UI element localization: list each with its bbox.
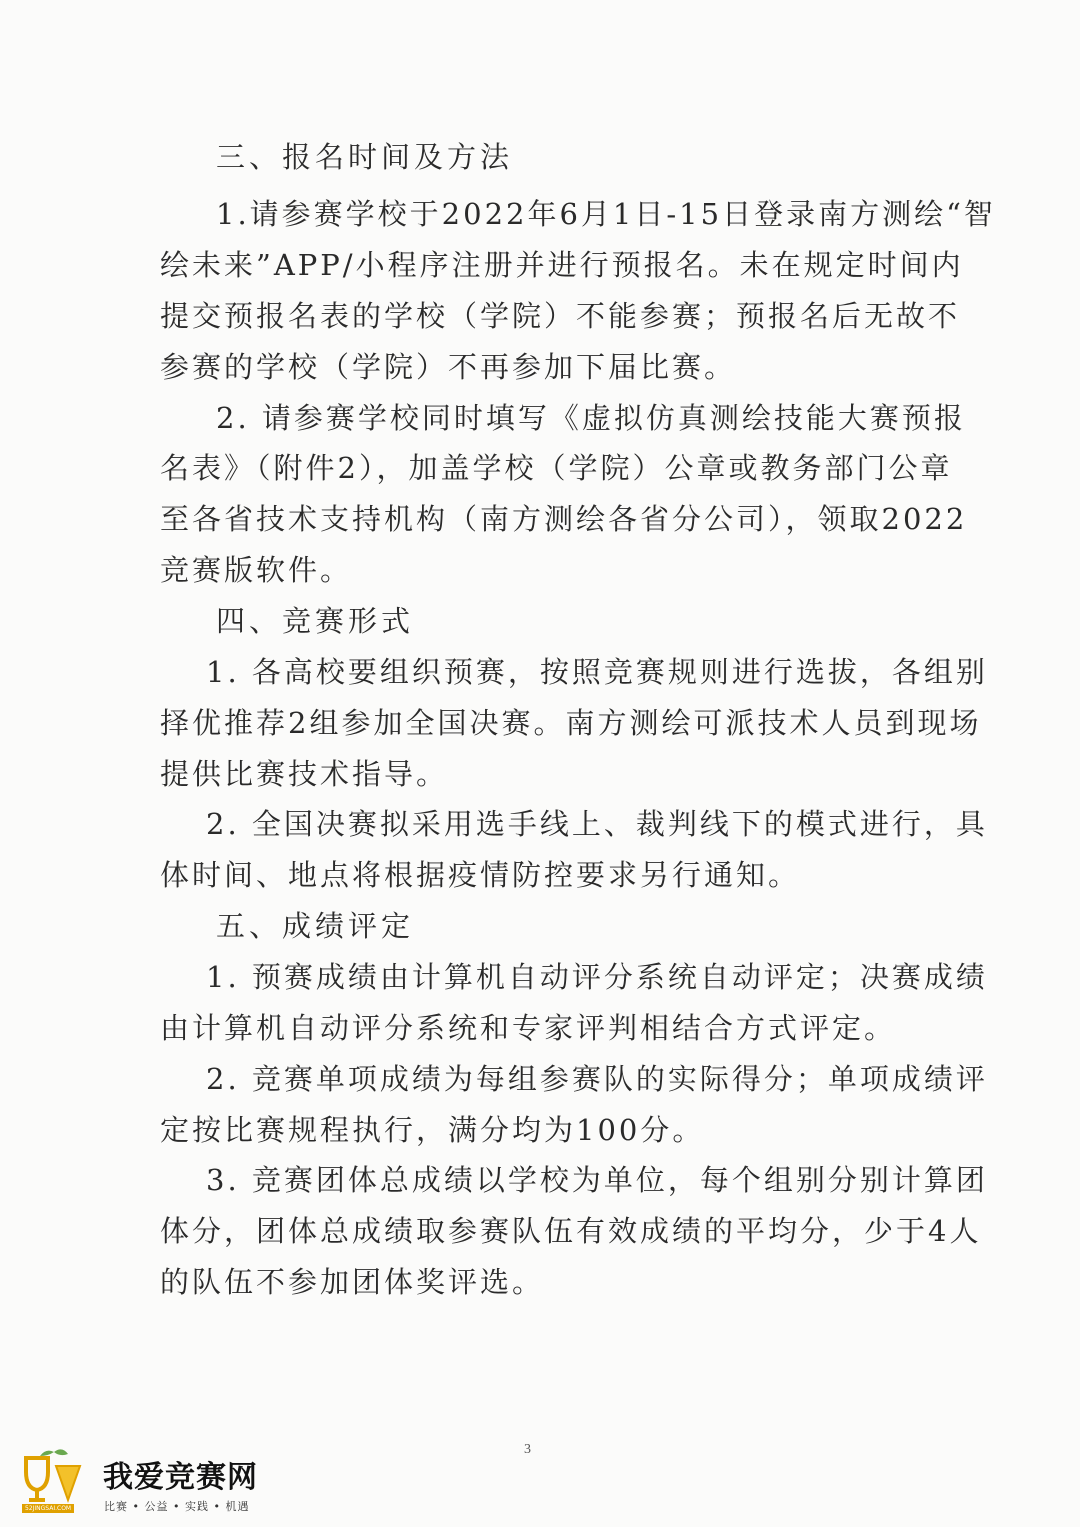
paragraph-line: 2. 竞赛单项成绩为每组参赛队的实际得分；单项成绩评 [206,1062,988,1096]
paragraph-line: 定按比赛规程执行，满分均为100分。 [160,1113,705,1147]
paragraph-line: 体时间、地点将根据疫情防控要求另行通知。 [160,858,801,892]
paragraph-line: 参赛的学校（学院）不再参加下届比赛。 [160,350,737,384]
paragraph-line: 1.请参赛学校于2022年6月1日-15日登录南方测绘“智 [216,197,996,231]
paragraph-line: 由计算机自动评分系统和专家评判相结合方式评定。 [160,1011,897,1045]
paragraph-line: 1. 预赛成绩由计算机自动评分系统自动评定；决赛成绩 [206,960,988,994]
watermark-tagline: 比赛 • 公益 • 实践 • 机遇 [104,1500,250,1513]
paragraph-line: 2. 全国决赛拟采用选手线上、裁判线下的模式进行，具 [206,807,988,841]
paragraph-line: 2. 请参赛学校同时填写《虚拟仿真测绘技能大赛预报 [216,401,966,435]
paragraph-line: 3. 竞赛团体总成绩以学校为单位，每个组别分别计算团 [206,1163,988,1197]
paragraph-line: 体分，团体总成绩取参赛队伍有效成绩的平均分，少于4人 [160,1214,982,1248]
paragraph-line: 择优推荐2组参加全国决赛。南方测绘可派技术人员到现场 [160,706,982,740]
paragraph-line: 绘未来”APP/小程序注册并进行预报名。未在规定时间内 [160,248,964,282]
paragraph-line: 提供比赛技术指导。 [160,757,449,791]
watermark-title: 我爱竞赛网 [103,1460,258,1495]
site-watermark [18,1448,258,1518]
section-heading-scoring: 五、成绩评定 [216,909,415,943]
paragraph-line: 的队伍不参加团体奖评选。 [160,1265,545,1299]
paragraph-line: 名表》（附件2），加盖学校（学院）公章或教务部门公章 [160,451,953,485]
section-heading-registration: 三、报名时间及方法 [216,140,514,174]
section-heading-format: 四、竞赛形式 [216,604,415,638]
paragraph-line: 竞赛版软件。 [160,553,353,587]
paragraph-line: 至各省技术支持机构（南方测绘各省分公司），领取2022 [160,502,968,536]
watermark-url: 52JINGSAI.COM [22,1504,74,1513]
paragraph-line: 1. 各高校要组织预赛，按照竞赛规则进行选拔，各组别 [206,655,988,689]
paragraph-line: 提交预报名表的学校（学院）不能参赛；预报名后无故不 [160,299,961,333]
page-number: 3 [524,1442,531,1457]
